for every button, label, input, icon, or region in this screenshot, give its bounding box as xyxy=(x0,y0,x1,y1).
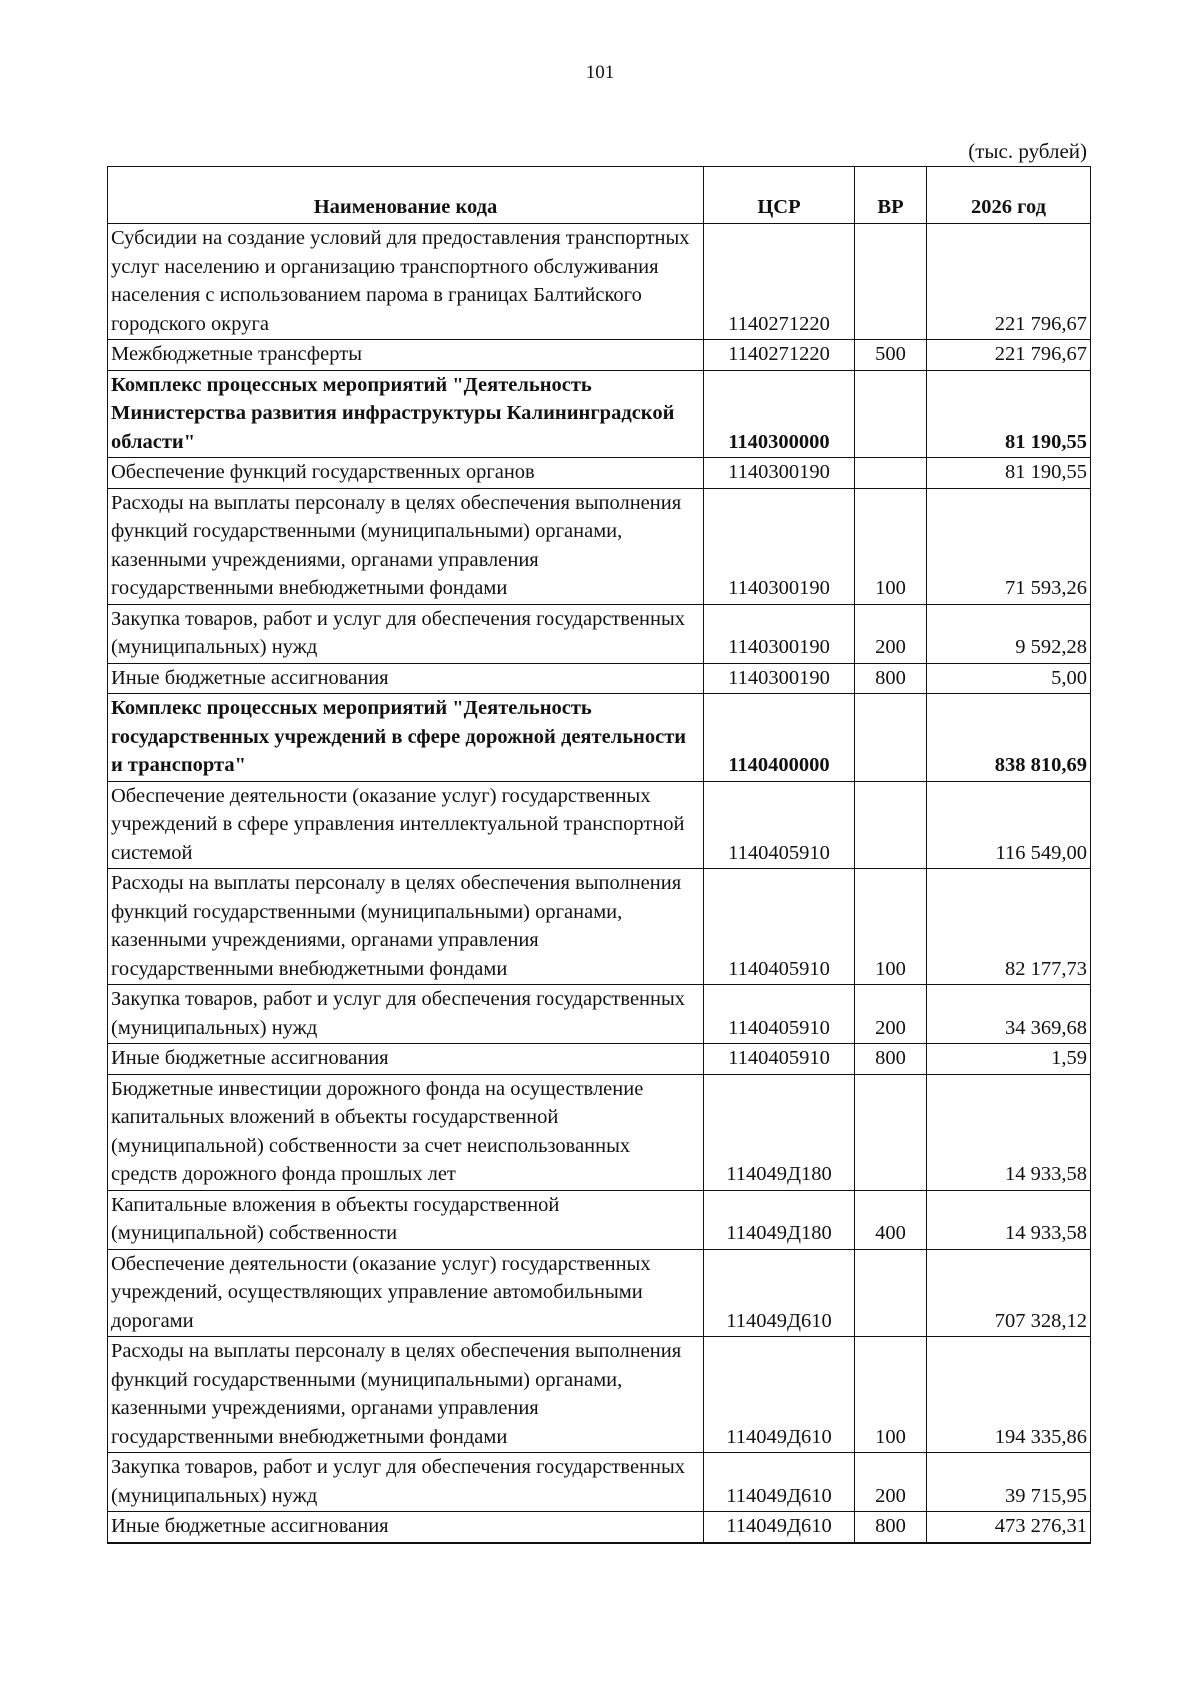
row-name-cell: Расходы на выплаты персоналу в целях обеспечения выполнения функций государственными (муниципальными) органами, казенными учреждениями, органами управления государственными внебюджетными фондами xyxy=(108,488,704,604)
row-name-cell: Комплекс процессных мероприятий "Деятельность государственных учреждений в сфере дорожной деятельности и транспорта" xyxy=(108,694,704,782)
row-vr-cell xyxy=(855,694,927,782)
table-row xyxy=(108,694,1091,782)
row-amount-cell: 81 190,55 xyxy=(927,458,1091,489)
row-amount-cell: 34 369,68 xyxy=(927,985,1091,1044)
header-name: Наименование кода xyxy=(108,167,704,224)
row-amount-cell: 221 796,67 xyxy=(927,224,1091,340)
table-row xyxy=(108,663,1091,694)
header-year: 2026 год xyxy=(927,167,1091,224)
row-name-cell: Комплекс процессных мероприятий "Деятельность Министерства развития инфраструктуры Калининградской области" xyxy=(108,370,704,458)
row-csr-cell: 1140300190 xyxy=(704,458,855,489)
table-row xyxy=(108,604,1091,663)
table-row xyxy=(108,340,1091,371)
row-csr-cell: 114049Д610 xyxy=(704,1337,855,1453)
row-csr-cell: 1140405910 xyxy=(704,781,855,869)
row-name-cell: Закупка товаров, работ и услуг для обеспечения государственных (муниципальных) нужд xyxy=(108,604,704,663)
row-csr-cell: 1140405910 xyxy=(704,985,855,1044)
row-csr-cell: 1140300190 xyxy=(704,488,855,604)
row-name-cell: Обеспечение деятельности (оказание услуг) государственных учреждений, осуществляющих управление автомобильными дорогами xyxy=(108,1249,704,1337)
row-name-cell: Обеспечение функций государственных органов xyxy=(108,458,704,489)
budget-table xyxy=(107,166,1091,1544)
table-row xyxy=(108,1190,1091,1249)
row-name-cell: Расходы на выплаты персоналу в целях обеспечения выполнения функций государственными (муниципальными) органами, казенными учреждениями, органами управления государственными внебюджетными фондами xyxy=(108,1337,704,1453)
table-row xyxy=(108,781,1091,869)
row-csr-cell: 1140405910 xyxy=(704,1044,855,1075)
row-vr-cell xyxy=(855,370,927,458)
row-csr-cell: 1140405910 xyxy=(704,869,855,985)
row-vr-cell: 200 xyxy=(855,985,927,1044)
table-row xyxy=(108,1337,1091,1453)
row-vr-cell: 100 xyxy=(855,869,927,985)
row-amount-cell: 14 933,58 xyxy=(927,1074,1091,1190)
table-row xyxy=(108,869,1091,985)
row-name-cell: Межбюджетные трансферты xyxy=(108,340,704,371)
table-header-row xyxy=(108,167,1091,224)
row-amount-cell: 81 190,55 xyxy=(927,370,1091,458)
row-amount-cell: 1,59 xyxy=(927,1044,1091,1075)
row-csr-cell: 114049Д610 xyxy=(704,1249,855,1337)
row-amount-cell: 82 177,73 xyxy=(927,869,1091,985)
row-name-cell: Иные бюджетные ассигнования xyxy=(108,1512,704,1543)
table-row xyxy=(108,370,1091,458)
row-amount-cell: 14 933,58 xyxy=(927,1190,1091,1249)
row-name-cell: Обеспечение деятельности (оказание услуг) государственных учреждений в сфере управления интеллектуальной транспортной системой xyxy=(108,781,704,869)
row-csr-cell: 1140271220 xyxy=(704,224,855,340)
row-name-cell: Бюджетные инвестиции дорожного фонда на осуществление капитальных вложений в объекты государственной (муниципальной) собственности за счет неиспользованных средств дорожного фонда прошлых лет xyxy=(108,1074,704,1190)
row-amount-cell: 9 592,28 xyxy=(927,604,1091,663)
row-vr-cell: 500 xyxy=(855,340,927,371)
row-csr-cell: 114049Д610 xyxy=(704,1512,855,1543)
row-vr-cell: 200 xyxy=(855,1453,927,1512)
row-name-cell: Расходы на выплаты персоналу в целях обеспечения выполнения функций государственными (муниципальными) органами, казенными учреждениями, органами управления государственными внебюджетными фондами xyxy=(108,869,704,985)
row-vr-cell: 800 xyxy=(855,1044,927,1075)
table-row xyxy=(108,488,1091,604)
row-vr-cell: 400 xyxy=(855,1190,927,1249)
row-amount-cell: 39 715,95 xyxy=(927,1453,1091,1512)
row-vr-cell: 800 xyxy=(855,1512,927,1543)
header-csr: ЦСР xyxy=(704,167,855,224)
row-vr-cell xyxy=(855,1249,927,1337)
row-vr-cell xyxy=(855,1074,927,1190)
table-row xyxy=(108,1249,1091,1337)
table-row xyxy=(108,985,1091,1044)
row-amount-cell: 221 796,67 xyxy=(927,340,1091,371)
header-vr: ВР xyxy=(855,167,927,224)
row-vr-cell: 100 xyxy=(855,1337,927,1453)
row-amount-cell: 116 549,00 xyxy=(927,781,1091,869)
row-amount-cell: 194 335,86 xyxy=(927,1337,1091,1453)
row-csr-cell: 1140300190 xyxy=(704,604,855,663)
row-csr-cell: 114049Д180 xyxy=(704,1074,855,1190)
table-row xyxy=(108,1074,1091,1190)
table-row xyxy=(108,1512,1091,1543)
row-vr-cell xyxy=(855,458,927,489)
row-name-cell: Закупка товаров, работ и услуг для обеспечения государственных (муниципальных) нужд xyxy=(108,985,704,1044)
row-amount-cell: 707 328,12 xyxy=(927,1249,1091,1337)
row-name-cell: Капитальные вложения в объекты государственной (муниципальной) собственности xyxy=(108,1190,704,1249)
table-row xyxy=(108,224,1091,340)
row-amount-cell: 5,00 xyxy=(927,663,1091,694)
row-amount-cell: 838 810,69 xyxy=(927,694,1091,782)
row-csr-cell: 1140271220 xyxy=(704,340,855,371)
row-name-cell: Иные бюджетные ассигнования xyxy=(108,1044,704,1075)
row-vr-cell: 200 xyxy=(855,604,927,663)
row-csr-cell: 1140400000 xyxy=(704,694,855,782)
row-vr-cell: 800 xyxy=(855,663,927,694)
page-number: 101 xyxy=(585,62,615,83)
row-name-cell: Закупка товаров, работ и услуг для обеспечения государственных (муниципальных) нужд xyxy=(108,1453,704,1512)
table-row xyxy=(108,458,1091,489)
row-vr-cell: 100 xyxy=(855,488,927,604)
row-amount-cell: 71 593,26 xyxy=(927,488,1091,604)
row-vr-cell xyxy=(855,224,927,340)
row-amount-cell: 473 276,31 xyxy=(927,1512,1091,1543)
table-row xyxy=(108,1044,1091,1075)
table-row xyxy=(108,1453,1091,1512)
row-name-cell: Иные бюджетные ассигнования xyxy=(108,663,704,694)
row-vr-cell xyxy=(855,781,927,869)
row-name-cell: Субсидии на создание условий для предоставления транспортных услуг населению и организацию транспортного обслуживания населения с использованием парома в границах Балтийского городского округа xyxy=(108,224,704,340)
row-csr-cell: 1140300190 xyxy=(704,663,855,694)
row-csr-cell: 1140300000 xyxy=(704,370,855,458)
row-csr-cell: 114049Д610 xyxy=(704,1453,855,1512)
row-csr-cell: 114049Д180 xyxy=(704,1190,855,1249)
units-label: (тыс. рублей) xyxy=(968,139,1087,163)
